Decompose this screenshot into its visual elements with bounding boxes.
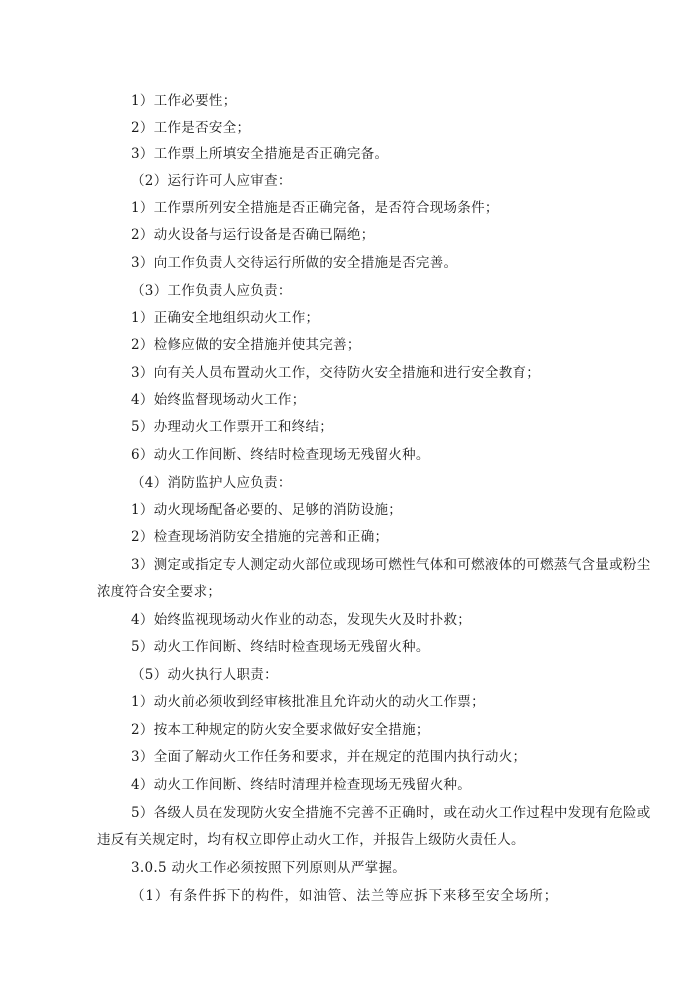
paragraph-line: （1）有条件拆下的构件，如油管、法兰等应拆下来移至安全场所；	[131, 888, 559, 904]
paragraph-line: 2）按本工种规定的防火安全要求做好安全措施；	[131, 722, 430, 738]
paragraph-line: 5）各级人员在发现防火安全措施不完善不正确时，或在动火工作过程中发现有危险或	[131, 805, 651, 821]
section-heading: 3.0.5 动火工作必须按照下列原则从严掌握。	[131, 860, 407, 876]
paragraph-line: （2）运行许可人应审查：	[131, 173, 292, 189]
paragraph-line: 3）全面了解动火工作任务和要求，并在规定的范围内执行动火；	[131, 749, 527, 765]
paragraph-line: 4）始终监视现场动火作业的动态，发现失火及时扑救；	[131, 612, 472, 628]
paragraph-line: 3）向工作负责人交待运行所做的安全措施是否完善。	[131, 255, 458, 271]
paragraph-line: 2）动火设备与运行设备是否确已隔绝；	[131, 227, 375, 243]
paragraph-line: 2）检查现场消防安全措施的完善和正确；	[131, 529, 389, 545]
paragraph-line: 3）工作票上所填安全措施是否正确完备。	[131, 146, 389, 162]
paragraph-line: 1）工作必要性；	[131, 93, 237, 109]
paragraph-line: 1）动火前必须收到经审核批准且允许动火的动火工作票；	[131, 694, 485, 710]
paragraph-line: 浓度符合安全要求；	[97, 584, 222, 600]
paragraph-line: 2）检修应做的安全措施并使其完善；	[131, 337, 361, 353]
paragraph-line: 3）向有关人员布置动火工作，交待防火安全措施和进行安全教育；	[131, 365, 541, 381]
paragraph-line: 1）工作票所列安全措施是否正确完备，是否符合现场条件；	[131, 200, 499, 216]
paragraph-line: （3）工作负责人应负责：	[131, 283, 292, 299]
paragraph-line: 违反有关规定时，均有权立即停止动火工作，并报告上级防火责任人。	[97, 832, 525, 848]
paragraph-line: 5）动火工作间断、终结时检查现场无残留火种。	[131, 639, 430, 655]
paragraph-line: （5）动火执行人职责：	[131, 667, 278, 683]
paragraph-line: 1）动火现场配备必要的、足够的消防设施；	[131, 502, 403, 518]
paragraph-line: 2）工作是否安全；	[131, 120, 251, 136]
paragraph-line: （4）消防监护人应负责：	[131, 475, 292, 491]
paragraph-line: 4）动火工作间断、终结时清理并检查现场无残留火种。	[131, 777, 472, 793]
paragraph-line: 1）正确安全地组织动火工作；	[131, 310, 320, 326]
paragraph-line: 4）始终监督现场动火工作；	[131, 392, 306, 408]
paragraph-line: 3）测定或指定专人测定动火部位或现场可燃性气体和可燃液体的可燃蒸气含量或粉尘	[131, 557, 651, 573]
paragraph-line: 5）办理动火工作票开工和终结；	[131, 419, 334, 435]
paragraph-line: 6）动火工作间断、终结时检查现场无残留火种。	[131, 447, 430, 463]
